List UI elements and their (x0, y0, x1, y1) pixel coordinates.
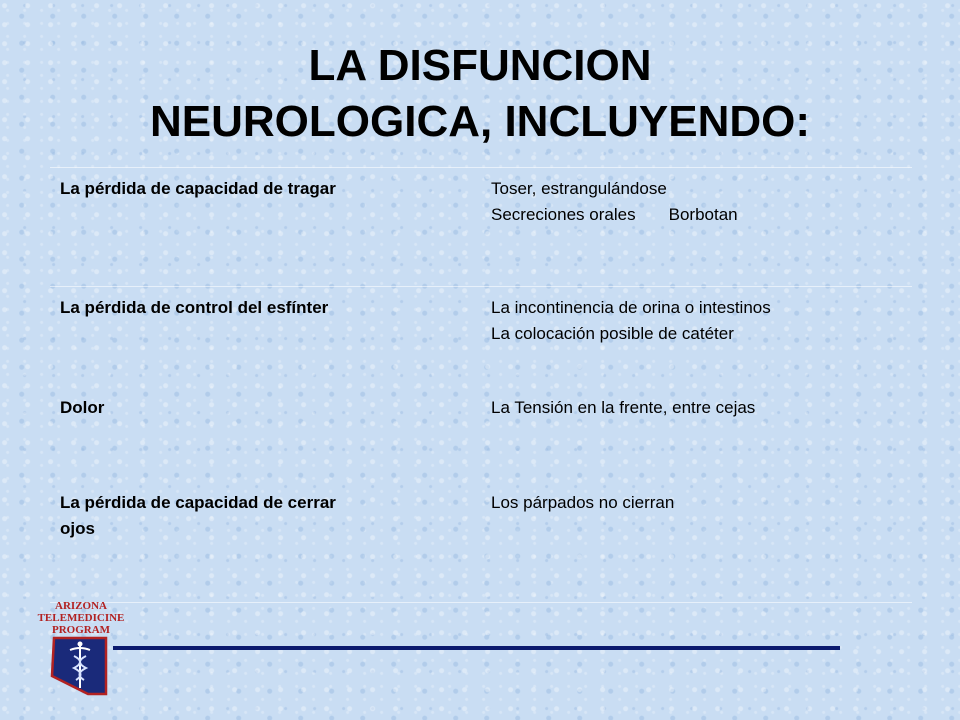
logo-text: ARIZONA TELEMEDICINE PROGRAM (37, 600, 125, 636)
title-line-1: LA DISFUNCION (308, 41, 652, 90)
row-3-label: Dolor (60, 398, 105, 417)
slide-title (0, 38, 960, 150)
table-rule (50, 602, 912, 603)
title-line-2: NEUROLOGICA, INCLUYENDO: (150, 97, 810, 146)
row-2-label: La pérdida de control del esfínter (60, 298, 329, 317)
arizona-map-caduceus-icon (48, 636, 114, 696)
row-4-label: La pérdida de capacidad de cerrar ojos (60, 493, 336, 538)
divider-line (113, 646, 840, 650)
table-rule (50, 167, 912, 168)
row-1-detail: Toser, estrangulándose Secreciones orales Borbotan (491, 179, 738, 224)
row-4-detail: Los párpados no cierran (491, 493, 675, 512)
row-2-detail: La incontinencia de orina o intestinos La colocación posible de catéter (491, 298, 771, 343)
row-3-detail: La Tensión en la frente, entre cejas (491, 398, 756, 417)
table-rule (50, 286, 912, 287)
row-1-label: La pérdida de capacidad de tragar (60, 179, 336, 198)
